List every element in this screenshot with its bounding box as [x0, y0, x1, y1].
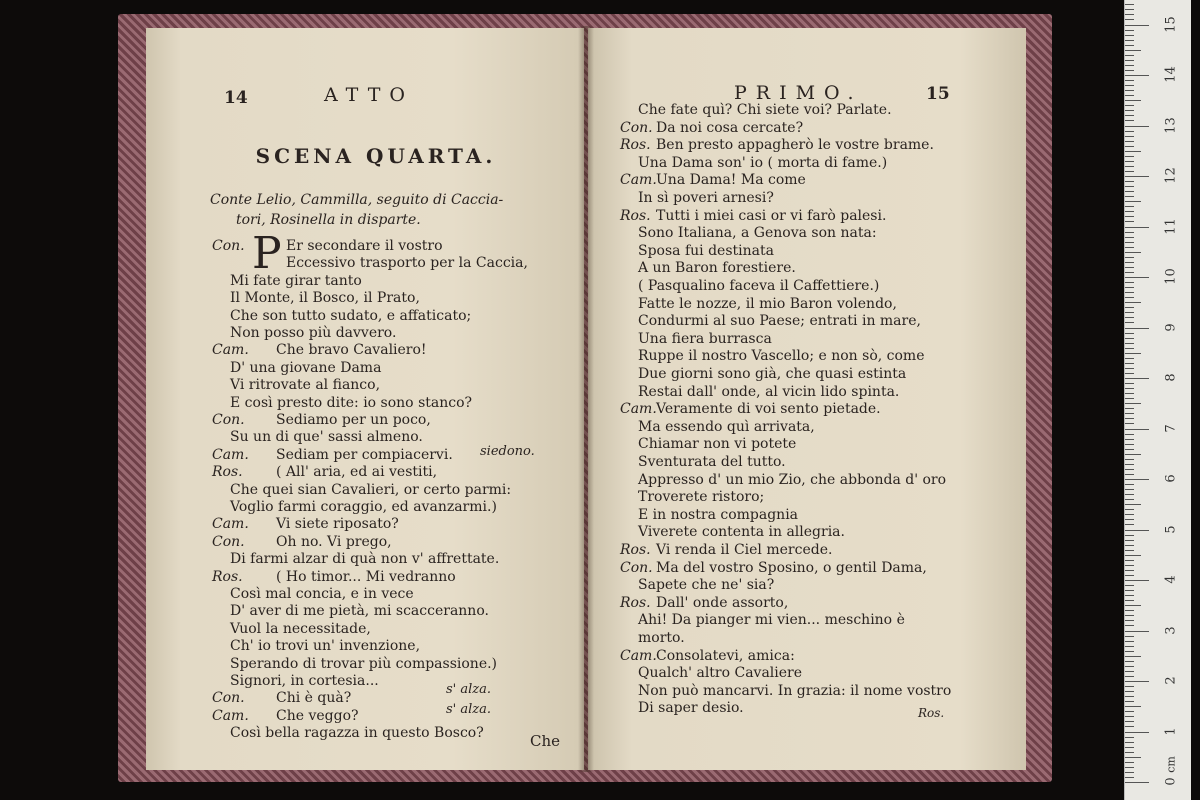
ruler-tick [1125, 80, 1134, 81]
ruler-tick [1125, 656, 1141, 657]
verse-line: Qualch' altro Cavaliere [638, 665, 803, 682]
ruler-tick [1125, 615, 1134, 616]
verse-line: Viverete contenta in allegria. [638, 524, 845, 541]
ruler-tick [1125, 65, 1134, 66]
verse-line: A un Baron forestiere. [638, 260, 796, 277]
ruler-tick [1125, 206, 1134, 207]
ruler-number: 15 [1163, 15, 1179, 33]
ruler-tick [1125, 307, 1134, 308]
ruler-tick [1125, 136, 1134, 137]
speaker-label: Ros. [212, 464, 243, 481]
ruler-number: 11 [1163, 217, 1179, 235]
speaker-label: Cam. [620, 172, 657, 189]
verse-line: Vi ritrovate al fianco, [230, 377, 381, 394]
ruler-tick [1125, 100, 1141, 101]
ruler-number: 8 [1163, 373, 1179, 382]
ruler-tick [1125, 277, 1149, 278]
ruler-tick [1125, 631, 1149, 632]
catchword: Ros. [918, 706, 945, 720]
ruler-tick [1125, 50, 1141, 51]
ruler-tick [1125, 696, 1134, 697]
page-number: 15 [926, 84, 950, 104]
ruler-tick [1125, 237, 1134, 238]
ruler-tick [1125, 353, 1141, 354]
ruler-tick [1125, 110, 1134, 111]
ruler-tick [1125, 131, 1134, 132]
ruler-tick [1125, 146, 1134, 147]
verse-line: Oh no. Vi prego, [276, 533, 392, 550]
ruler-tick [1125, 156, 1134, 157]
ruler-tick [1125, 292, 1134, 293]
ruler-tick [1125, 55, 1134, 56]
ruler-tick [1125, 449, 1134, 450]
verse-line: Che quei sian Cavalieri, or certo parmi: [230, 481, 512, 498]
ruler-tick [1125, 242, 1134, 243]
ruler-tick [1125, 585, 1134, 586]
verse-line: Ma essendo quì arrivata, [638, 418, 815, 435]
ruler-tick [1125, 161, 1134, 162]
ruler-tick [1125, 509, 1134, 510]
verse-line: Chiamar non vi potete [638, 436, 797, 453]
ruler-tick [1125, 726, 1134, 727]
ruler-tick [1125, 646, 1134, 647]
verse-line: D' una giovane Dama [230, 359, 382, 376]
ruler-tick [1125, 535, 1134, 536]
verse-line: Vuol la necessitade, [230, 620, 371, 637]
ruler-number: 3 [1163, 625, 1179, 635]
ruler-tick [1125, 201, 1141, 202]
ruler-tick [1125, 328, 1149, 329]
speaker-label: Con. [620, 559, 653, 576]
speaker-label: Con. [212, 533, 245, 550]
ruler-tick [1125, 151, 1141, 152]
ruler-tick [1125, 120, 1134, 121]
ruler-tick [1125, 423, 1134, 424]
ruler-tick [1125, 4, 1134, 5]
stage-direction-line: Conte Lelio, Cammilla, seguito di Caccia- [210, 192, 504, 208]
ruler-tick [1125, 464, 1134, 465]
speaker-label: Con. [620, 119, 653, 136]
verse-line: E così presto dite: io sono stanco? [230, 394, 473, 411]
ruler-tick [1125, 181, 1134, 182]
ruler-tick [1125, 40, 1134, 41]
ruler-tick [1125, 636, 1134, 637]
ruler-tick [1125, 211, 1134, 212]
verse-line: Che fate quì? Chi siete voi? Parlate. [638, 102, 892, 118]
ruler-tick [1125, 711, 1134, 712]
verse-line: D' aver di me pietà, mi scacceranno. [230, 603, 489, 620]
ruler-tick [1125, 115, 1134, 116]
speaker-label: Cam. [212, 516, 249, 533]
ruler-tick [1125, 489, 1134, 490]
ruler-tick [1125, 302, 1141, 303]
ruler-tick [1125, 782, 1149, 783]
ruler-tick [1125, 30, 1134, 31]
ruler-tick [1125, 459, 1134, 460]
ruler-number: 6 [1163, 474, 1179, 483]
speaker-label: Ros. [620, 542, 651, 558]
ruler-tick [1125, 641, 1134, 642]
verse-line: Chi è quà? [276, 690, 352, 707]
ruler-tick [1125, 252, 1141, 253]
ruler-tick [1125, 126, 1149, 127]
speaker-label: Cam. [620, 647, 657, 664]
ruler-tick [1125, 479, 1149, 480]
verse-line: Signori, in cortesia... [230, 673, 379, 689]
ruler-tick [1125, 368, 1134, 369]
ruler-tick [1125, 439, 1134, 440]
ruler-tick [1125, 262, 1134, 263]
ruler-tick [1125, 590, 1134, 591]
ruler-tick [1125, 191, 1134, 192]
ruler-tick [1125, 686, 1134, 687]
ruler-tick [1125, 272, 1134, 273]
ruler-tick [1125, 9, 1134, 10]
drop-cap: P [252, 228, 282, 279]
ruler-tick [1125, 348, 1134, 349]
ruler-tick [1125, 701, 1134, 702]
ruler-tick [1125, 777, 1134, 778]
ruler-tick [1125, 105, 1134, 106]
scene-title: SCENA QUARTA. [255, 144, 497, 168]
verse-line: Così bella ragazza in questo Bosco? [230, 725, 484, 742]
ruler-tick [1125, 706, 1141, 707]
ruler-tick [1125, 141, 1134, 142]
speaker-label: Ros. [620, 207, 651, 224]
verse-line: Tutti i miei casi or vi farò palesi. [656, 207, 887, 224]
ruler-tick [1125, 322, 1134, 323]
ruler-tick [1125, 413, 1134, 414]
ruler-tick [1125, 504, 1141, 505]
ruler-number: 13 [1163, 116, 1179, 134]
verse-line: Due giorni sono già, che quasi estinta [638, 366, 907, 382]
catchword: Che [530, 732, 561, 750]
speaker-label: Con. [212, 690, 245, 707]
ruler-tick [1125, 752, 1134, 753]
book-gutter [578, 26, 594, 772]
ruler-tick [1125, 530, 1149, 531]
ruler-tick [1125, 221, 1134, 222]
ruler-number: 10 [1163, 268, 1179, 285]
verse-line: E in nostra compagnia [638, 506, 799, 523]
verse-line: Restai dall' onde, al vicin lido spinta. [638, 383, 900, 400]
verse-line: Sono Italiana, a Genova son nata: [638, 225, 877, 242]
speaker-label: Con. [212, 238, 245, 254]
verse-line: Ben presto appagherò le vostre brame. [656, 137, 934, 154]
verse-line: Ch' io trovi un' invenzione, [230, 638, 421, 655]
ruler-tick [1125, 610, 1134, 611]
right-page [588, 28, 1026, 770]
speaker-label: Ros. [620, 594, 651, 611]
ruler-tick [1125, 484, 1134, 485]
ruler-tick [1125, 732, 1149, 733]
ruler-tick [1125, 434, 1134, 435]
measuring-ruler [1124, 0, 1191, 800]
verse-line: Eccessivo trasporto per la Caccia, [286, 255, 528, 272]
verse-line: Sposa fui destinata [638, 242, 774, 259]
ruler-tick [1125, 519, 1134, 520]
verse-line: Sperando di trovar più compassione.) [230, 655, 498, 672]
ruler-tick [1125, 550, 1134, 551]
ruler-tick [1125, 691, 1134, 692]
ruler-tick [1125, 767, 1134, 768]
verse-line: Appresso d' un mio Zio, che abbonda d' oro [638, 471, 947, 488]
ruler-tick [1125, 257, 1134, 258]
ruler-tick [1125, 671, 1134, 672]
ruler-tick [1125, 373, 1134, 374]
verse-line: Ma del vostro Sposino, o gentil Dama, [656, 559, 927, 576]
ruler-tick [1125, 19, 1134, 20]
ruler-tick [1125, 580, 1149, 581]
ruler-tick [1125, 514, 1134, 515]
ruler-tick [1125, 651, 1134, 652]
verse-line: Non può mancarvi. In grazia: il nome vostro [638, 682, 952, 699]
ruler-number: 2 [1163, 676, 1179, 685]
ruler-tick [1125, 333, 1134, 334]
ruler-tick [1125, 469, 1134, 470]
ruler-tick [1125, 14, 1134, 15]
ruler-tick [1125, 25, 1149, 26]
ruler-tick [1125, 35, 1134, 36]
ruler-number: 4 [1163, 575, 1179, 584]
ruler-unit: cm [1164, 756, 1178, 773]
ruler-number: 7 [1163, 423, 1179, 433]
ruler-tick [1125, 757, 1141, 758]
ruler-number: 14 [1163, 66, 1179, 83]
stage-note: s' alza. [446, 702, 492, 717]
verse-line: Dall' onde assorto, [656, 594, 789, 611]
ruler-tick [1125, 363, 1134, 364]
ruler-tick [1125, 545, 1134, 546]
ruler-tick [1125, 95, 1134, 96]
ruler-tick [1125, 737, 1134, 738]
ruler-tick [1125, 176, 1149, 177]
stage-direction-line: tori, Rosinella in disparte. [236, 212, 421, 228]
verse-line: Vi renda il Ciel mercede. [656, 542, 833, 558]
ruler-tick [1125, 444, 1134, 445]
ruler-tick [1125, 540, 1134, 541]
ruler-tick [1125, 524, 1134, 525]
verse-line: Troverete ristoro; [638, 489, 765, 506]
ruler-tick [1125, 418, 1134, 419]
ruler-tick [1125, 625, 1134, 626]
ruler-tick [1125, 555, 1141, 556]
verse-line: Così mal concia, e in vece [230, 586, 414, 602]
speaker-label: Ros. [212, 568, 243, 585]
ruler-tick [1125, 600, 1134, 601]
ruler-tick [1125, 393, 1134, 394]
running-head: ATTO [324, 84, 414, 106]
ruler-number: 1 [1163, 726, 1179, 736]
ruler-tick [1125, 287, 1134, 288]
ruler-tick [1125, 575, 1134, 576]
ruler-tick [1125, 166, 1134, 167]
ruler-tick [1125, 227, 1149, 228]
ruler-tick [1125, 378, 1149, 379]
ruler-tick [1125, 297, 1134, 298]
ruler-tick [1125, 681, 1149, 682]
ruler-tick [1125, 383, 1134, 384]
ruler-tick [1125, 605, 1141, 606]
ruler-tick [1125, 429, 1149, 430]
stage-note: s' alza. [446, 682, 492, 697]
verse-line: Di saper desio. [638, 700, 744, 717]
speaker-label: Ros. [620, 137, 651, 154]
verse-line: Una fiera burrasca [638, 330, 772, 347]
verse-line: Voglio farmi coraggio, ed avanzarmi.) [230, 499, 497, 515]
ruler-tick [1125, 762, 1134, 763]
verse-line: Sventurata del tutto. [638, 454, 786, 470]
ruler-tick [1125, 565, 1134, 566]
verse-line: Da noi cosa cercate? [656, 119, 804, 136]
ruler-tick [1125, 358, 1134, 359]
verse-line: ( All' aria, ed ai vestiti, [276, 464, 438, 481]
ruler-tick [1125, 317, 1134, 318]
ruler-number: 12 [1163, 167, 1179, 184]
ruler-tick [1125, 666, 1134, 667]
speaker-label: Cam. [212, 707, 249, 724]
verse-line: Che veggo? [276, 707, 359, 724]
ruler-number: 5 [1163, 524, 1179, 534]
ruler-tick [1125, 772, 1134, 773]
ruler-number: 9 [1163, 322, 1179, 332]
ruler-tick [1125, 747, 1134, 748]
speaker-label: Cam. [212, 342, 249, 359]
ruler-tick [1125, 494, 1134, 495]
ruler-tick [1125, 474, 1134, 475]
ruler-tick [1125, 716, 1134, 717]
ruler-tick [1125, 338, 1134, 339]
running-head: PRIMO. [734, 82, 863, 104]
verse-line: Fatte le nozze, il mio Baron volendo, [638, 295, 897, 312]
ruler-tick [1125, 742, 1134, 743]
verse-line: Che bravo Cavaliero! [276, 342, 427, 359]
verse-line: ( Pasqualino faceva il Caffettiere.) [638, 278, 880, 294]
verse-line: Non posso più davvero. [230, 325, 397, 341]
verse-line: Vi siete riposato? [276, 516, 399, 533]
ruler-tick [1125, 661, 1134, 662]
ruler-tick [1125, 171, 1134, 172]
ruler-tick [1125, 403, 1141, 404]
ruler-tick [1125, 454, 1141, 455]
ruler-tick [1125, 570, 1134, 571]
ruler-tick [1125, 312, 1134, 313]
ruler-tick [1125, 216, 1134, 217]
ruler-tick [1125, 75, 1149, 76]
ruler-tick [1125, 560, 1134, 561]
ruler-tick [1125, 620, 1134, 621]
speaker-label: Con. [212, 412, 245, 428]
verse-line: Consolatevi, amica: [656, 647, 795, 664]
verse-line: Ahi! Da pianger mi vien... meschino è [638, 612, 905, 629]
verse-line: Sapete che ne' sia? [638, 577, 775, 594]
ruler-tick [1125, 398, 1134, 399]
ruler-tick [1125, 186, 1134, 187]
verse-line: Una Dama son' io ( morta di fame.) [638, 154, 888, 171]
ruler-tick [1125, 232, 1134, 233]
ruler-tick [1125, 388, 1134, 389]
verse-line: Veramente di voi sento pietade. [656, 401, 881, 418]
verse-line: Una Dama! Ma come [656, 172, 806, 189]
verse-line: Su un di que' sassi almeno. [230, 429, 423, 446]
verse-line: Sediam per compiacervi. [276, 446, 453, 463]
verse-line: morto. [638, 630, 685, 646]
ruler-tick [1125, 595, 1134, 596]
ruler-tick [1125, 721, 1134, 722]
verse-line: ( Ho timor... Mi vedranno [276, 568, 456, 585]
ruler-tick [1125, 282, 1134, 283]
speaker-label: Cam. [212, 446, 249, 463]
ruler-tick [1125, 60, 1134, 61]
ruler-tick [1125, 247, 1134, 248]
ruler-tick [1125, 343, 1134, 344]
ruler-tick [1125, 408, 1134, 409]
ruler-tick [1125, 499, 1134, 500]
speaker-label: Cam. [620, 401, 657, 418]
verse-line: Il Monte, il Bosco, il Prato, [230, 290, 420, 307]
ruler-tick [1125, 85, 1134, 86]
verse-line: Condurmi al suo Paese; entrati in mare, [638, 313, 921, 330]
ruler-tick [1125, 196, 1134, 197]
verse-line: Mi fate girar tanto [230, 272, 362, 289]
ruler-number: 0 [1163, 777, 1179, 786]
verse-line: Che son tutto sudato, e affaticato; [230, 307, 472, 324]
verse-line: Er secondare il vostro [286, 238, 443, 254]
ruler-tick [1125, 267, 1134, 268]
left-page [146, 28, 584, 770]
stage-note: siedono. [480, 444, 535, 459]
ruler-tick [1125, 45, 1134, 46]
verse-line: Sediamo per un poco, [276, 412, 431, 428]
verse-line: Di farmi alzar di quà non v' affrettate. [230, 551, 500, 568]
verse-line: Ruppe il nostro Vascello; e non sò, come [638, 348, 925, 365]
verse-line: In sì poveri arnesi? [638, 190, 774, 206]
ruler-tick [1125, 676, 1134, 677]
ruler-tick [1125, 90, 1134, 91]
page-number: 14 [224, 88, 248, 108]
ruler-tick [1125, 70, 1134, 71]
